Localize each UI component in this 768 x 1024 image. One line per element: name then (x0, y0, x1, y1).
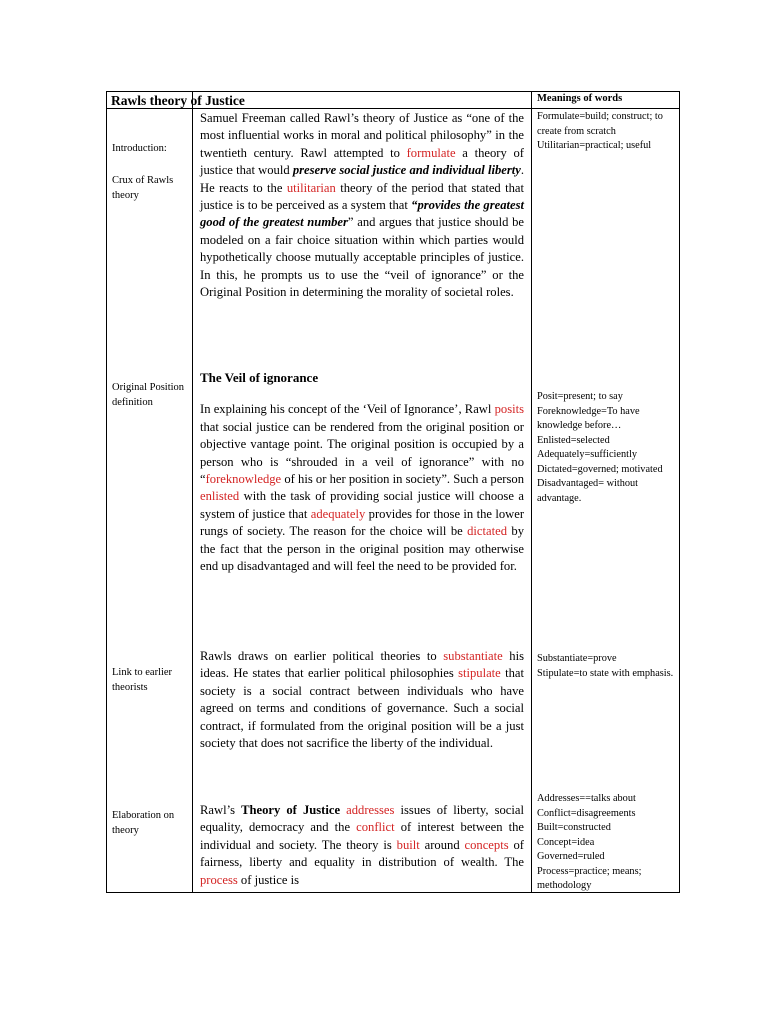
table-title: Rawls theory of Justice (111, 93, 245, 108)
meaning-item: Governed=ruled (537, 851, 605, 862)
meaning-item: Built=constructed (537, 822, 611, 833)
meaning-item: Substantiate=prove (537, 653, 617, 664)
meaning-item: Posit=present; to say (537, 391, 623, 402)
veil-section (200, 369, 524, 575)
word-built: built (396, 837, 420, 852)
meaning-item: Process=practice; means; methodology (537, 865, 642, 891)
meaning-item: Stipulate=to state with emphasis. (537, 667, 674, 679)
label-link-earlier-theorists: Link to earlier theorists (112, 667, 173, 693)
word-foreknowledge: foreknowledge (205, 472, 282, 487)
label-crux: Crux of Rawls theory (112, 175, 174, 201)
word-conflict: conflict (356, 820, 395, 835)
word-addresses: addresses (346, 803, 395, 817)
word-adequately: adequately (310, 506, 366, 521)
word-substantiate: substantiate (443, 649, 503, 663)
word-utilitarian: utilitarian (286, 180, 336, 195)
meaning-item: Disadvantaged= without advantage. (537, 478, 639, 504)
column-divider-left (192, 92, 193, 892)
meanings-group-2 (537, 390, 679, 506)
label-original-position: Original Position definition (112, 382, 185, 408)
emphasis-theory: Theory of Justice (241, 803, 341, 817)
meanings-group-1 (537, 110, 679, 154)
meaning-item: Conflict=disagreements (537, 807, 636, 819)
word-concepts: concepts (464, 837, 509, 852)
meaning-item: Foreknowledge=To have knowledge before… (537, 405, 640, 431)
word-formulate: formulate (406, 145, 456, 160)
veil-paragraph: In explaining his concept of the ‘Veil of Ignorance’, Rawl posits that social justice can be rendered from the original position or objective vantage point. The original position is occupied by a person who is “shrouded in a veil of ignorance” with no “foreknowledge of his or her position in society”. Such a person enlisted with the task of providing social justice will choose a system of justice that adequately provides for those in the lower rungs of society. The reason for the choice will be dictated by the fact that the person in the original position may otherwise end up disadvantaged and will feel the need to be provided for. (200, 402, 525, 574)
intro-paragraph: Samuel Freeman called Rawl’s theory of Justice as “one of the most influential works in moral and political philosophy” in the twentieth century. Rawl attempted to formulate a theory of justice that would preserve social justice and individual liberty. He reacts to the utilitarian theory of the period that stated that justice is to be perceived as a system that “provides the greatest good of the greatest number” and argues that justice should be modeled on a fair choice situation within which parties would hypothetically choose mutually acceptable principles of justice. In this, he prompts us to use the “veil of ignorance” or the Original Position in determining the morality of societal roles. (200, 111, 524, 300)
meaning-item: Enlisted=selected (537, 434, 610, 446)
meanings-header: Meanings of words (537, 93, 623, 104)
meanings-group-4 (537, 792, 679, 893)
meaning-item: Addresses==talks about (537, 793, 636, 804)
elaboration-paragraph: Rawl’s Theory of Justice addresses issues of liberty, social equality, democracy and the conflict of interest between the individual and society. The theory is built around concepts of fairness, liberty and equality in distribution of wealth. The process of justice is (200, 803, 524, 887)
meaning-item: Adequately=sufficiently (537, 449, 637, 460)
meaning-item: Dictated=governed; motivated (537, 463, 663, 475)
label-introduction: Introduction: (112, 143, 167, 154)
veil-title: The Veil of ignorance (200, 370, 319, 385)
word-stipulate: stipulate (458, 666, 501, 681)
emphasis-preserve: preserve social justice and individual liberty (292, 163, 521, 178)
meaning-item: Utilitarian=practical; useful (537, 140, 652, 151)
emphasis-greatest-good: “provides the greatest good of the greatest number (200, 198, 524, 230)
column-divider-right (531, 92, 532, 892)
word-enlisted: enlisted (200, 489, 240, 504)
meaning-item: Formulate=build; construct; to create from scratch (537, 111, 663, 137)
word-dictated: dictated (467, 524, 507, 539)
word-posits: posits (494, 402, 524, 417)
meaning-item: Concept=idea (537, 836, 595, 848)
link-paragraph: Rawls draws on earlier political theories to substantiate his ideas. He states that earlier political philosophies stipulate that society is a social contract between individuals who have agreed on terms and conditions of governance. Such a social contract, if formulated from the original position will be a just society that does not sacrifice the liberty of the individual. (200, 649, 524, 751)
word-process: process (200, 872, 238, 887)
meanings-group-3 (537, 652, 679, 681)
label-elaboration: Elaboration on theory (112, 810, 175, 836)
document-table (106, 91, 680, 893)
